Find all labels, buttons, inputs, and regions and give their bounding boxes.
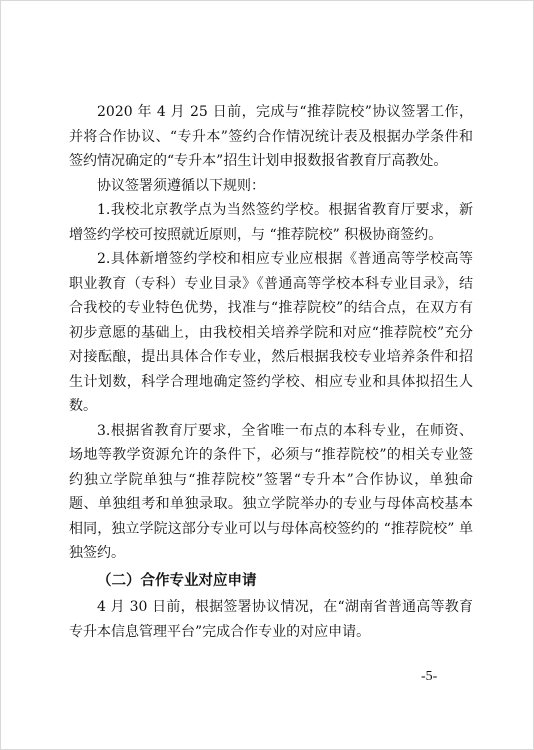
paragraph-rule-1: 1.我校北京教学点为当然签约学校。根据省教育厅要求，新增签约学校可按照就近原则，与 “推荐院校” 积极协商签约。 [69, 202, 473, 243]
document-body [69, 100, 473, 644]
paragraph-rule-3: 3.根据省教育厅要求，全省唯一布点的本科专业，在师资、场地等教学资源允许的条件下，必须与“推荐院校”的相关专业签约独立学院单独与“推荐院校”签署“专升本”合作协议，单独命题、单独组考和单独录取。独立学院举办的专业与母体高校基本相同，独立学院这部分专业可以与母体高校签约的 “推荐院校” 单独签约。 [69, 422, 473, 561]
paragraph-rules-intro: 协议签署须遵循以下规则： [97, 177, 265, 194]
paragraph-application: 4 月 30 日前，根据签署协议情况，在“湖南省普通高等教育专升本信息管理平台”完成合作专业的对应申请。 [69, 599, 473, 640]
section-heading: （二）合作专业对应申请 [97, 572, 257, 589]
page-number: -5- [421, 669, 438, 684]
paragraph-rule-2: 2.具体新增签约学校和相应专业应根据《普通高等学校高等职业教育（专科）专业目录》《普通高等学校本科专业目录》，结合我校的专业特色优势，找准与“推荐院校”的结合点，在双方有初步意愿的基础上，由我校相关培养学院和对应“推荐院校”充分对接酝酿，提出具体合作专业，然后根据我校专业培养条件和招生计划数，科学合理地确定签约学校、相应专业和具体拟招生人数。 [69, 251, 473, 414]
paragraph-deadline: 2020 年 4 月 25 日前，完成与“推荐院校”协议签署工作，并将合作协议、“专升本”签约合作情况统计表及根据办学条件和签约情况确定的“专升本”招生计划申报数报省教育厅高教处。 [69, 104, 473, 169]
